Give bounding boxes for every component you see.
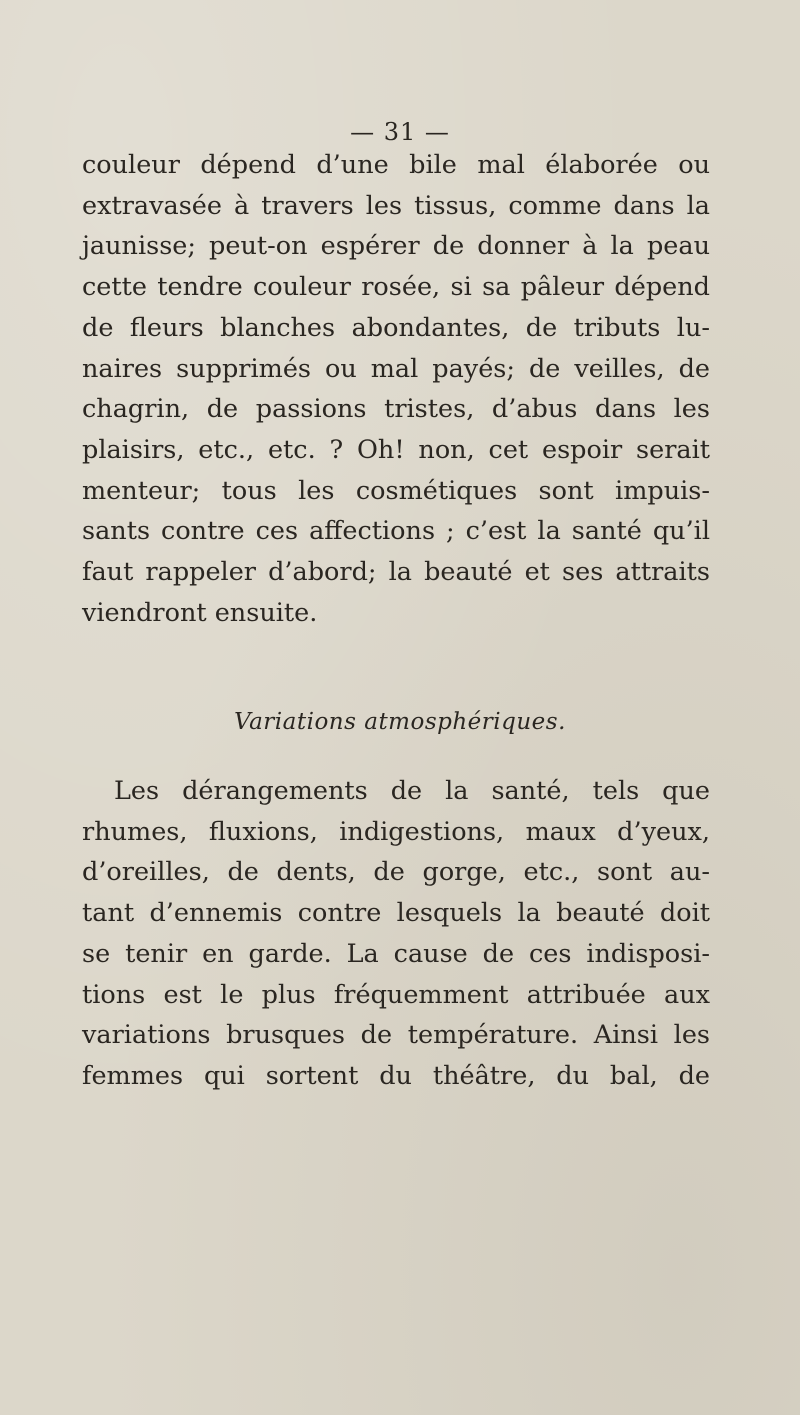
section-heading: Variations atmosphériques. <box>234 709 566 735</box>
text-line: tions est le plus fréquemment attribuée aux <box>82 979 710 1010</box>
text-line: extravasée à travers les tissus, comme dans la <box>82 190 710 221</box>
text-line: chagrin, de passions tristes, d’abus dans les <box>82 394 710 425</box>
text-line: jaunisse; peut-on espérer de donner à la peau <box>82 231 710 262</box>
paragraph-atmospheric <box>82 771 710 1097</box>
text-line: rhumes, fluxions, indigestions, maux d’yeux, <box>82 816 710 847</box>
text-line: menteur; tous les cosmétiques sont impuis- <box>82 475 710 506</box>
text-line: tant d’ennemis contre lesquels la beauté doit <box>82 898 710 929</box>
text-line: sants contre ces affections ; c’est la santé qu’il <box>82 516 710 547</box>
text-line: naires supprimés ou mal payés; de veilles, de <box>82 353 710 384</box>
text-line: cette tendre couleur rosée, si sa pâleur dépend <box>82 272 710 303</box>
paragraph-cosmetics <box>82 145 710 633</box>
text-line: faut rappeler d’abord; la beauté et ses attraits <box>82 557 710 588</box>
text-line: plaisirs, etc., etc. ? Oh! non, cet espoir serait <box>82 434 710 465</box>
text-line: femmes qui sortent du théâtre, du bal, de <box>82 1060 710 1091</box>
text-line: de fleurs blanches abondantes, de tributs lu- <box>82 312 710 343</box>
page-number: — 31 — <box>350 118 450 146</box>
text-line: se tenir en garde. La cause de ces indisposi- <box>82 938 710 969</box>
text-line: variations brusques de température. Ainsi les <box>82 1020 710 1051</box>
text-line: couleur dépend d’une bile mal élaborée ou <box>82 150 710 180</box>
text-line: d’oreilles, de dents, de gorge, etc., sont au- <box>82 857 710 888</box>
text-line: Les dérangements de la santé, tels que <box>114 776 710 806</box>
text-line: viendront ensuite. <box>82 597 318 628</box>
